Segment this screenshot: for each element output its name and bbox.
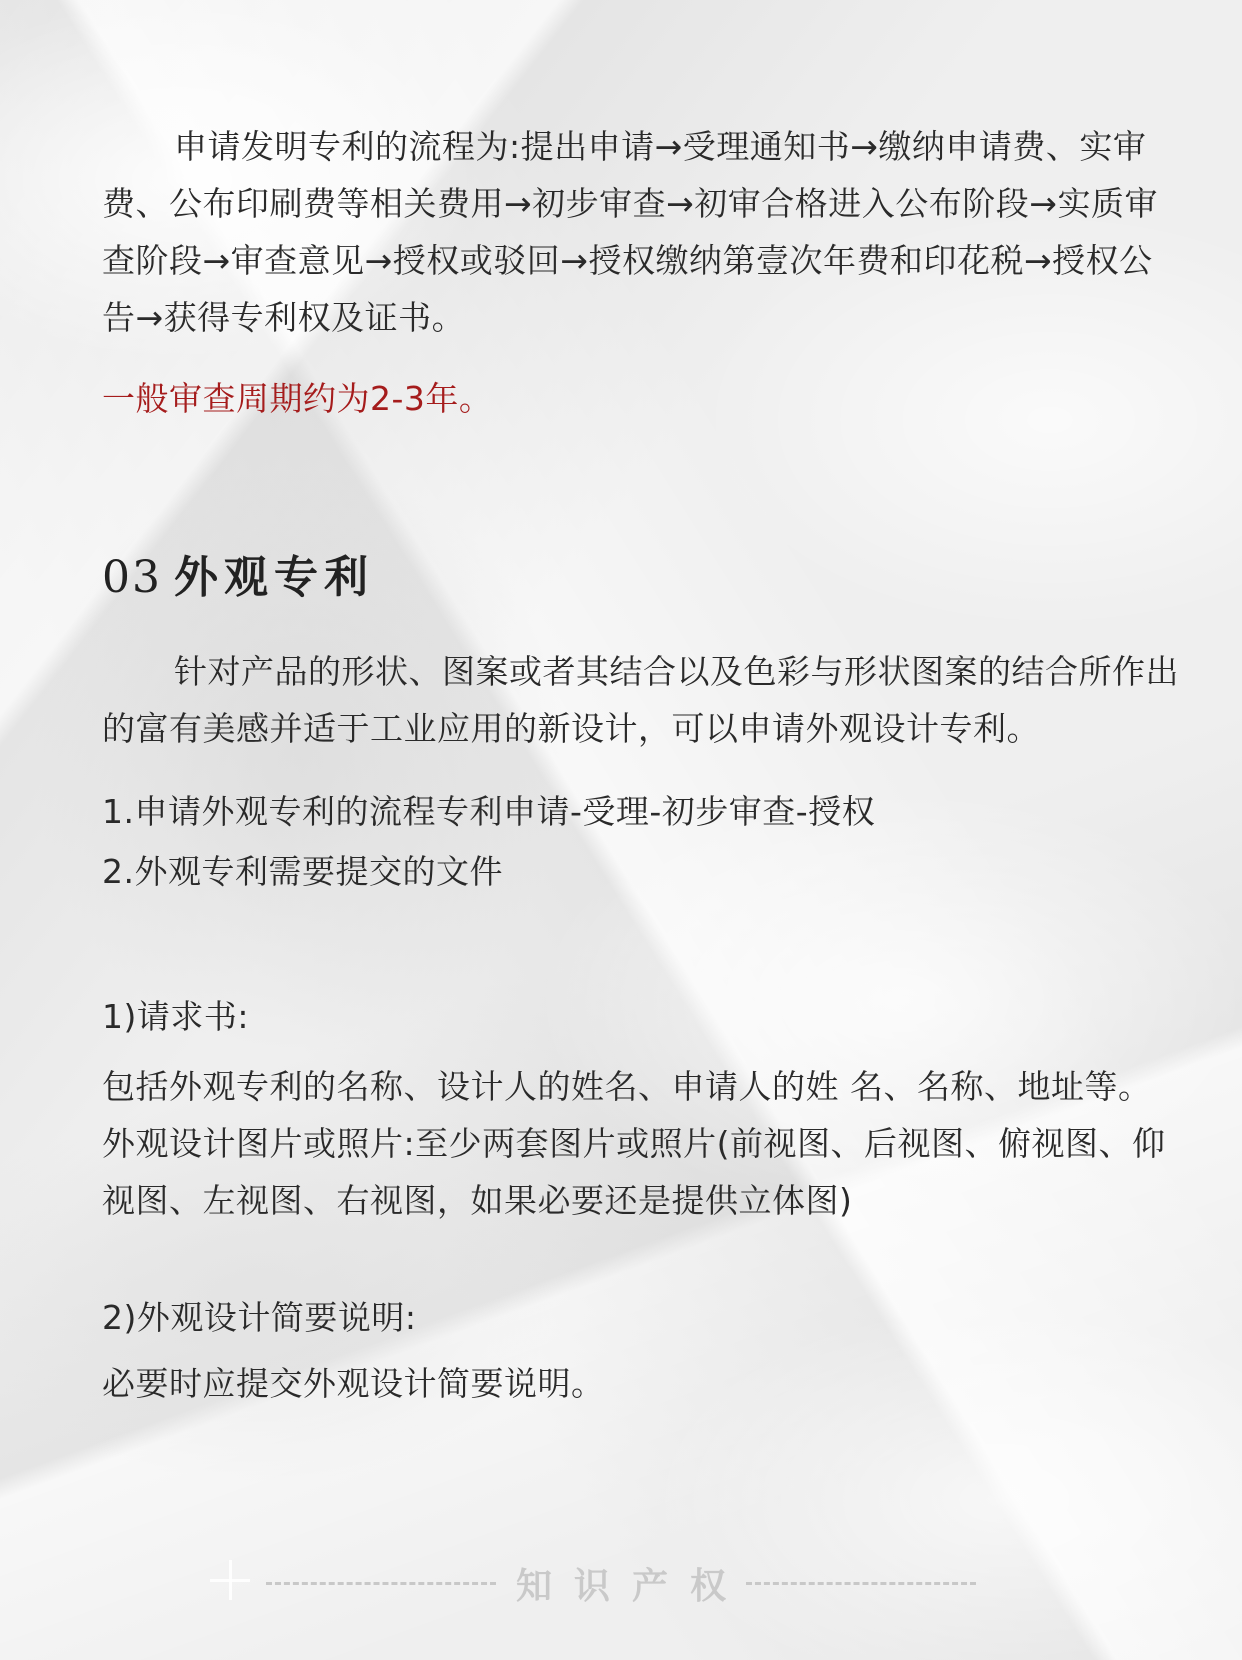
review-cycle-note: 一般审查周期约为2-3年。 <box>102 379 493 418</box>
footer-dash-left <box>266 1582 496 1585</box>
design-patent-intro: 针对产品的形状、图案或者其结合以及色彩与形状图案的结合所作出的富有美感并适于工业应用的新设计，可以申请外观设计专利。 <box>102 652 1179 748</box>
list-item-documents: 2.外观专利需要提交的文件 <box>102 852 503 891</box>
subsection-request-body: 包括外观专利的名称、设计人的姓名、申请人的姓 名、名称、地址等。外观设计图片或照片:至少两套图片或照片(前视图、后视图、俯视图、仰视图、左视图、右视图，如果必要还是提供立体图) <box>102 1067 1166 1220</box>
section-heading <box>102 548 374 608</box>
footer-divider <box>0 1558 1242 1608</box>
subsection-request-title: 1)请求书: <box>102 997 249 1036</box>
invention-process-paragraph: 申请发明专利的流程为:提出申请→受理通知书→缴纳申请费、实审费、公布印刷费等相关费用→初步审查→初审合格进入公布阶段→实质审查阶段→审查意见→授权或驳回→授权缴纳第壹次年费和印花税→授权公告→获得专利权及证书。 <box>102 127 1158 337</box>
section-title: 外观专利 <box>174 552 374 603</box>
footer-label: 知识产权 <box>515 1564 748 1607</box>
footer-dash-right <box>746 1582 976 1585</box>
subsection-brief-body: 必要时应提交外观设计简要说明。 <box>102 1364 605 1403</box>
section-number: 03 <box>102 552 162 603</box>
list-item-process: 1.申请外观专利的流程专利申请-受理-初步审查-授权 <box>102 792 876 831</box>
subsection-brief-title: 2)外观设计简要说明: <box>102 1298 417 1337</box>
